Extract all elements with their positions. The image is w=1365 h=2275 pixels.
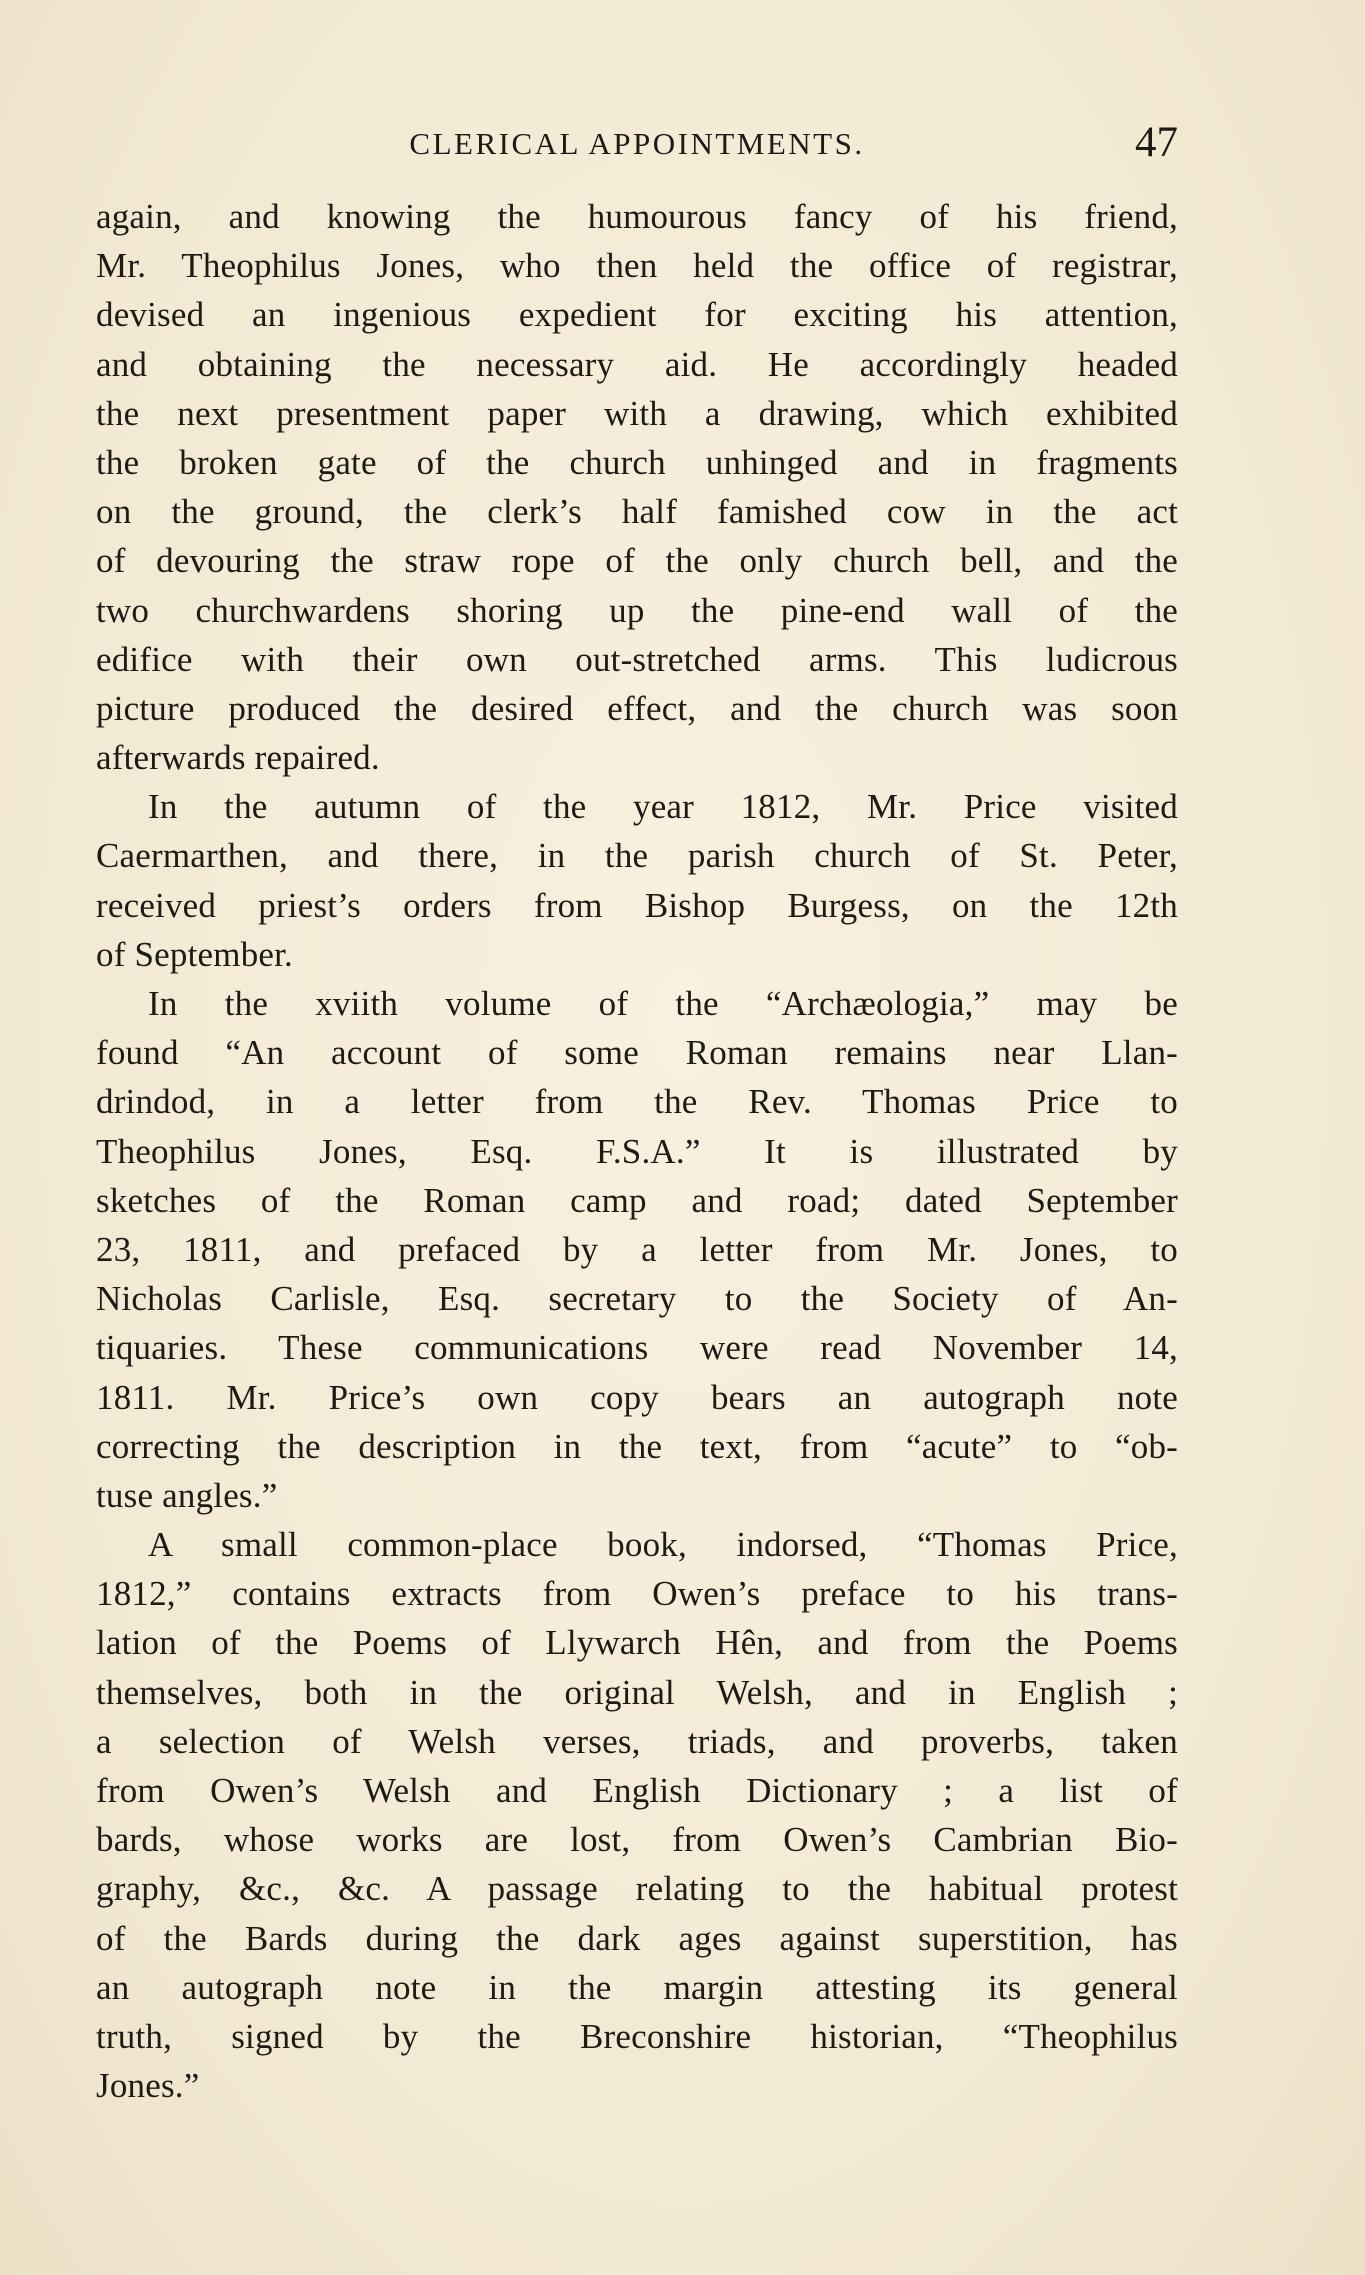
text-line: drindod, in a letter from the Rev. Thomas Price to bbox=[96, 1082, 1178, 1122]
text-line: and obtaining the necessary aid. He accordingly headed bbox=[96, 344, 1178, 384]
text-line: truth, signed by the Breconshire historian, “Theophilus bbox=[96, 2016, 1178, 2056]
text-line: of September. bbox=[96, 934, 293, 974]
text-line: an autograph note in the margin attesting its general bbox=[96, 1967, 1178, 2007]
text-line: edifice with their own out-stretched arms. This ludicrous bbox=[96, 639, 1178, 679]
page-number: 47 bbox=[1135, 119, 1178, 166]
text-line: graphy, &c., &c. A passage relating to the habitual protest bbox=[96, 1869, 1178, 1909]
body-text bbox=[96, 192, 1178, 2110]
text-line: tuse angles.” bbox=[96, 1475, 278, 1515]
text-line: devised an ingenious expedient for exciting his attention, bbox=[96, 295, 1178, 335]
text-line: bards, whose works are lost, from Owen’s Cambrian Bio- bbox=[96, 1820, 1178, 1860]
text-line: the next presentment paper with a drawing, which exhibited bbox=[96, 393, 1178, 433]
running-head-title: CLERICAL APPOINTMENTS. bbox=[409, 126, 865, 161]
text-line: a selection of Welsh verses, triads, and proverbs, taken bbox=[96, 1721, 1178, 1761]
text-line: In the xviith volume of the “Archæologia,” may be bbox=[148, 984, 1178, 1023]
text-line: from Owen’s Welsh and English Dictionary ; a list of bbox=[96, 1771, 1178, 1810]
text-line: 1811. Mr. Price’s own copy bears an autograph note bbox=[96, 1377, 1178, 1417]
text-line: two churchwardens shoring up the pine-end wall of the bbox=[96, 590, 1178, 630]
text-line: Nicholas Carlisle, Esq. secretary to the Society of An- bbox=[96, 1279, 1178, 1319]
text-line: Mr. Theophilus Jones, who then held the office of registrar, bbox=[96, 246, 1178, 286]
text-line: correcting the description in the text, from “acute” to “ob- bbox=[96, 1426, 1178, 1466]
text-line: sketches of the Roman camp and road; dated September bbox=[96, 1180, 1178, 1220]
text-line: Jones.” bbox=[96, 2066, 200, 2106]
text-line: the broken gate of the church unhinged and in fragments bbox=[96, 442, 1178, 482]
text-line: picture produced the desired effect, and the church was soon bbox=[96, 688, 1178, 728]
text-line: Theophilus Jones, Esq. F.S.A.” It is illustrated by bbox=[96, 1131, 1178, 1171]
text-line: on the ground, the clerk’s half famished cow in the act bbox=[96, 492, 1178, 532]
text-line: of the Bards during the dark ages against superstition, has bbox=[96, 1918, 1178, 1958]
text-line: of devouring the straw rope of the only church bell, and the bbox=[96, 541, 1178, 581]
text-line: Caermarthen, and there, in the parish church of St. Peter, bbox=[96, 836, 1178, 876]
text-line: A small common-place book, indorsed, “Thomas Price, bbox=[148, 1525, 1178, 1565]
text-line: received priest’s orders from Bishop Burgess, on the 12th bbox=[96, 885, 1178, 925]
text-line: themselves, both in the original Welsh, and in English ; bbox=[96, 1672, 1178, 1712]
text-line: In the autumn of the year 1812, Mr. Price visited bbox=[148, 787, 1178, 827]
text-line: 1812,” contains extracts from Owen’s preface to his trans- bbox=[96, 1574, 1178, 1614]
text-line: afterwards repaired. bbox=[96, 738, 380, 778]
text-line: lation of the Poems of Llywarch Hên, and from the Poems bbox=[96, 1623, 1178, 1663]
text-line: again, and knowing the humourous fancy of his friend, bbox=[96, 197, 1178, 236]
text-line: 23, 1811, and prefaced by a letter from Mr. Jones, to bbox=[96, 1229, 1178, 1269]
text-line: found “An account of some Roman remains near Llan- bbox=[96, 1033, 1178, 1073]
running-head bbox=[96, 118, 1178, 178]
text-line: tiquaries. These communications were read November 14, bbox=[96, 1328, 1178, 1368]
